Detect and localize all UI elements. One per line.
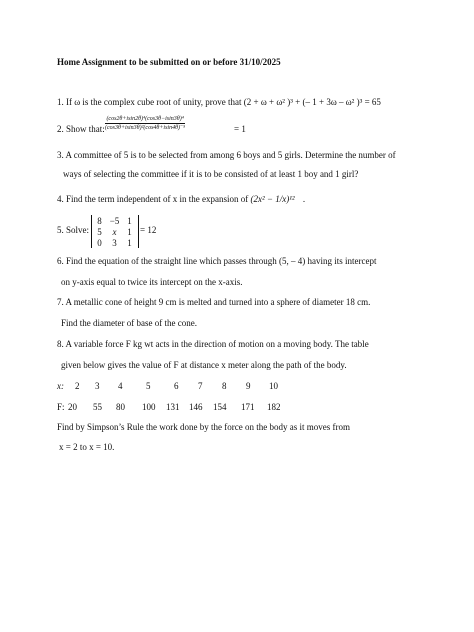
question-2-rhs: = 1 [234,124,246,134]
determinant-cell: 1 [127,215,132,226]
determinant-cell: 1 [127,226,132,237]
question-1-text: 1. If ω is the complex cube root of unity, prove that [57,97,244,107]
x-row-label: x: [57,381,64,391]
determinant-row [92,226,138,237]
question-4-expression: (2x² − 1/x)¹² [250,194,295,204]
question-1 [57,98,381,107]
determinant-row [92,215,138,226]
f-value: 20 [68,402,77,412]
x-value: 3 [95,381,100,391]
question-2-fraction [105,116,185,132]
f-value: 80 [116,402,125,412]
question-6-line-1: 6. Find the equation of the straight line which passes through (5, – 4) having its intercept [57,256,377,266]
question-6-line-2: on y-axis equal to twice its intercept on the x-axis. [61,277,243,287]
f-value: 154 [213,402,227,412]
x-value: 10 [269,381,278,391]
x-value: 9 [246,381,251,391]
question-2-numerator: (cos2θ+isin2θ)⁴(cos3θ−isin3θ)⁴ [105,116,185,124]
x-value: 6 [174,381,179,391]
f-value: 182 [267,402,281,412]
f-value: 55 [93,402,102,412]
determinant-cell: 5 [97,226,102,237]
x-value: 2 [75,381,80,391]
question-3-line-1: 3. A committee of 5 is to be selected from among 6 boys and 5 girls. Determine the number of [57,150,396,160]
page-title: Home Assignment to be submitted on or before 31/10/2025 [57,57,281,67]
determinant-cell: x [112,226,117,237]
determinant-cell: 8 [97,215,102,226]
question-4-text: 4. Find the term independent of x in the expansion of [57,194,251,204]
f-value: 131 [166,402,180,412]
f-row-label: F: [57,402,65,412]
determinant-cell: 0 [97,237,102,248]
question-8-line-4: x = 2 to x = 10. [59,442,115,452]
f-value: 100 [142,402,156,412]
determinant-cell: 3 [112,237,117,248]
question-2-denominator: (cos3θ+isin3θ)²(cos4θ+isin4θ)⁻⁵ [105,125,186,132]
question-8-line-2: given below gives the value of F at distance x meter along the path of the body. [61,360,347,370]
question-4 [57,195,305,204]
x-value: 4 [118,381,123,391]
question-1-expression: (2 + ω + ω² )³ + (– 1 + 3ω – ω² )³ = 65 [243,97,381,107]
question-3-line-2: ways of selecting the committee if it is to be consisted of at least 1 boy and 1 girl? [63,169,359,179]
f-value: 171 [241,402,255,412]
question-4-tail: . [302,194,306,204]
x-value: 8 [222,381,227,391]
question-2-label: 2. Show that: [57,124,105,134]
determinant-row [92,237,138,248]
question-7-line-1: 7. A metallic cone of height 9 cm is melted and turned into a sphere of diameter 18 cm. [57,297,371,307]
determinant-cell: 1 [127,237,132,248]
x-value: 7 [198,381,203,391]
x-value: 5 [146,381,151,391]
question-5-determinant [91,215,139,248]
determinant-cell: −5 [109,215,120,226]
question-5-label: 5. Solve: [57,225,90,235]
question-8-line-1: 8. A variable force F kg wt acts in the direction of motion on a moving body. The table [57,339,369,349]
f-value: 146 [189,402,203,412]
question-7-line-2: Find the diameter of base of the cone. [61,318,197,328]
question-5-rhs: = 12 [140,225,157,235]
question-8-line-3: Find by Simpson’s Rule the work done by the force on the body as it moves from [57,422,350,432]
